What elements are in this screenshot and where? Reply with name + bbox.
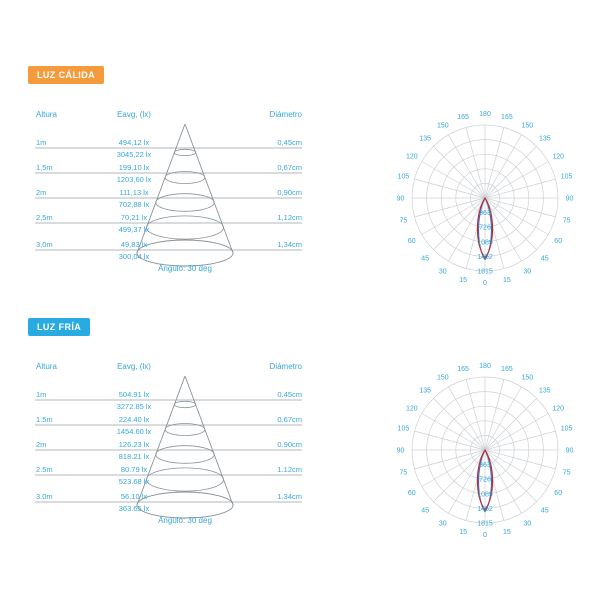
header-altura: Altura: [36, 362, 57, 371]
angle-note: Ángulo: 30 deg: [158, 264, 212, 273]
header-eavg: Eavg, (lx): [117, 110, 151, 119]
cone-level-ellipse: [174, 401, 195, 407]
polar-spoke: [415, 431, 486, 450]
angle-label-left-75: 75: [399, 469, 408, 477]
altura-value: 3,0m: [36, 240, 53, 249]
eavg-value: 224.40 lx: [118, 415, 150, 424]
angle-label-right-30: 30: [523, 268, 532, 276]
eavg-value: 494,12 lx: [118, 138, 150, 147]
angle-label-left-90: 90: [396, 195, 405, 203]
radial-label-1815: 1815: [477, 268, 493, 276]
altura-value: 1,5m: [36, 163, 53, 172]
angle-label-left-30: 30: [438, 520, 447, 528]
angle-label-180: 180: [479, 363, 491, 370]
angle-label-180: 180: [479, 111, 491, 118]
eavg-value: 111,13 lx: [119, 188, 149, 197]
angle-label-left-165: 165: [457, 113, 469, 121]
polar-spoke: [485, 135, 522, 198]
radial-label-1452: 1452: [477, 505, 493, 513]
polar-spoke: [422, 414, 485, 451]
eavg-value: 49,83 lx: [120, 240, 148, 249]
angle-label-left-60: 60: [407, 489, 416, 497]
angle-label-right-105: 105: [560, 425, 573, 433]
eavg-value: 504.91 lx: [118, 390, 150, 399]
angle-label-left-120: 120: [405, 153, 418, 161]
eavg-value: 70,21 lx: [120, 213, 148, 222]
radial-label-363: 363: [479, 462, 491, 470]
radial-label-363: 363: [479, 210, 491, 218]
header-altura: Altura: [36, 110, 57, 119]
altura-value: 1m: [36, 390, 47, 399]
cold-light-badge: LUZ FRÍA: [28, 318, 90, 336]
angle-label-right-15: 15: [503, 529, 511, 537]
radial-label-1815: 1815: [477, 520, 493, 528]
angle-label-right-30: 30: [523, 520, 532, 528]
altura-value: 2m: [36, 440, 47, 449]
cone-side-right: [185, 376, 233, 505]
diametro-value: 1,34cm: [277, 240, 302, 249]
angle-label-right-150: 150: [521, 374, 534, 382]
emax-value: 499,37 lx: [118, 225, 150, 234]
diametro-value: 1.34cm: [277, 492, 302, 501]
diametro-value: 0.90cm: [277, 440, 302, 449]
polar-spoke: [485, 380, 504, 451]
angle-label-left-90: 90: [396, 447, 405, 455]
angle-label-left-150: 150: [436, 122, 449, 130]
section-cold-light: [0, 312, 600, 564]
angle-label-left-60: 60: [407, 237, 416, 245]
polar-spoke: [415, 450, 486, 469]
angle-label-left-45: 45: [421, 507, 430, 515]
section-warm-light: [0, 60, 600, 312]
diametro-value: 0,90cm: [277, 188, 302, 197]
warm-light-badge: LUZ CÁLIDA: [28, 66, 104, 84]
emax-value: 363.65 lx: [118, 504, 150, 513]
polar-spoke: [485, 179, 556, 198]
angle-label-right-90: 90: [565, 447, 574, 455]
eavg-value: 80.79 lx: [120, 465, 148, 474]
emax-value: 3272.85 lx: [116, 402, 152, 411]
header-diametro: Diámetro: [269, 362, 302, 371]
polar-spoke: [449, 387, 486, 450]
angle-label-right-75: 75: [562, 217, 571, 225]
angle-label-right-60: 60: [554, 237, 563, 245]
angle-label-right-150: 150: [521, 122, 534, 130]
angle-label-right-135: 135: [538, 135, 551, 143]
angle-label-left-15: 15: [459, 529, 467, 537]
angle-label-right-45: 45: [540, 255, 549, 263]
angle-label-right-165: 165: [501, 113, 513, 121]
angle-label-left-150: 150: [436, 374, 449, 382]
angle-label-right-120: 120: [552, 405, 565, 413]
polar-spoke: [485, 431, 556, 450]
cone-level-ellipse: [174, 149, 195, 155]
polar-spoke: [422, 198, 485, 235]
diametro-value: 0.67cm: [277, 415, 302, 424]
radial-label-1452: 1452: [477, 253, 493, 261]
polar-chart-warm: [385, 96, 585, 300]
altura-value: 1m: [36, 138, 47, 147]
polar-spoke: [466, 128, 485, 199]
polar-spoke: [485, 128, 504, 199]
angle-label-0: 0: [483, 280, 487, 287]
angle-label-0: 0: [483, 532, 487, 539]
angle-label-left-135: 135: [419, 387, 432, 395]
polar-spoke: [449, 135, 486, 198]
altura-value: 2.5m: [36, 465, 53, 474]
polar-spoke: [485, 414, 548, 451]
emax-value: 1203,60 lx: [116, 175, 152, 184]
polar-spoke: [485, 450, 556, 469]
polar-spoke: [433, 146, 485, 198]
polar-spoke: [466, 380, 485, 451]
angle-label-left-75: 75: [399, 217, 408, 225]
angle-label-right-15: 15: [503, 277, 511, 285]
diametro-value: 1,12cm: [277, 213, 302, 222]
radial-label-1089: 1089: [477, 239, 493, 247]
angle-label-right-75: 75: [562, 469, 571, 477]
emax-value: 300,04 lx: [118, 252, 150, 261]
polar-spoke: [485, 450, 548, 487]
angle-label-left-135: 135: [419, 135, 432, 143]
cone-side-right: [185, 124, 233, 253]
angle-label-right-90: 90: [565, 195, 574, 203]
polar-spoke: [485, 146, 537, 198]
polar-spoke: [485, 162, 548, 199]
angle-label-left-45: 45: [421, 255, 430, 263]
angle-label-left-105: 105: [397, 425, 410, 433]
diametro-value: 0,45cm: [277, 138, 302, 147]
angle-label-left-15: 15: [459, 277, 467, 285]
radial-label-1089: 1089: [477, 491, 493, 499]
eavg-value: 199,10 lx: [118, 163, 150, 172]
emax-value: 523.68 lx: [118, 477, 150, 486]
radial-label-726: 726: [479, 224, 491, 232]
angle-label-left-165: 165: [457, 365, 469, 373]
polar-spoke: [433, 398, 485, 450]
polar-spoke: [422, 450, 485, 487]
diametro-value: 0,67cm: [277, 163, 302, 172]
polar-chart-cold: [385, 348, 585, 552]
altura-value: 3.0m: [36, 492, 53, 501]
polar-spoke: [415, 198, 486, 217]
polar-spoke: [485, 387, 522, 450]
header-eavg: Eavg, (lx): [117, 362, 151, 371]
eavg-value: 126.23 lx: [118, 440, 150, 449]
angle-label-right-135: 135: [538, 387, 551, 395]
angle-label-right-120: 120: [552, 153, 565, 161]
eavg-value: 56.10 lx: [120, 492, 148, 501]
angle-label-right-45: 45: [540, 507, 549, 515]
altura-value: 1.5m: [36, 415, 53, 424]
angle-label-right-165: 165: [501, 365, 513, 373]
emax-value: 1454.60 lx: [116, 427, 152, 436]
polar-spoke: [422, 162, 485, 199]
emax-value: 3045,22 lx: [116, 150, 152, 159]
diametro-value: 1.12cm: [277, 465, 302, 474]
polar-spoke: [485, 198, 556, 217]
altura-value: 2m: [36, 188, 47, 197]
angle-label-right-60: 60: [554, 489, 563, 497]
diametro-value: 0.45cm: [277, 390, 302, 399]
angle-label-right-105: 105: [560, 173, 573, 181]
radial-label-726: 726: [479, 476, 491, 484]
polar-spoke: [485, 198, 548, 235]
polar-spoke: [415, 179, 486, 198]
angle-note: Ángulo: 30 deg: [158, 516, 212, 525]
altura-value: 2,5m: [36, 213, 53, 222]
emax-value: 702,88 lx: [118, 200, 150, 209]
angle-label-left-30: 30: [438, 268, 447, 276]
angle-label-left-120: 120: [405, 405, 418, 413]
emax-value: 818.21 lx: [118, 452, 150, 461]
polar-spoke: [485, 398, 537, 450]
header-diametro: Diámetro: [269, 110, 302, 119]
angle-label-left-105: 105: [397, 173, 410, 181]
